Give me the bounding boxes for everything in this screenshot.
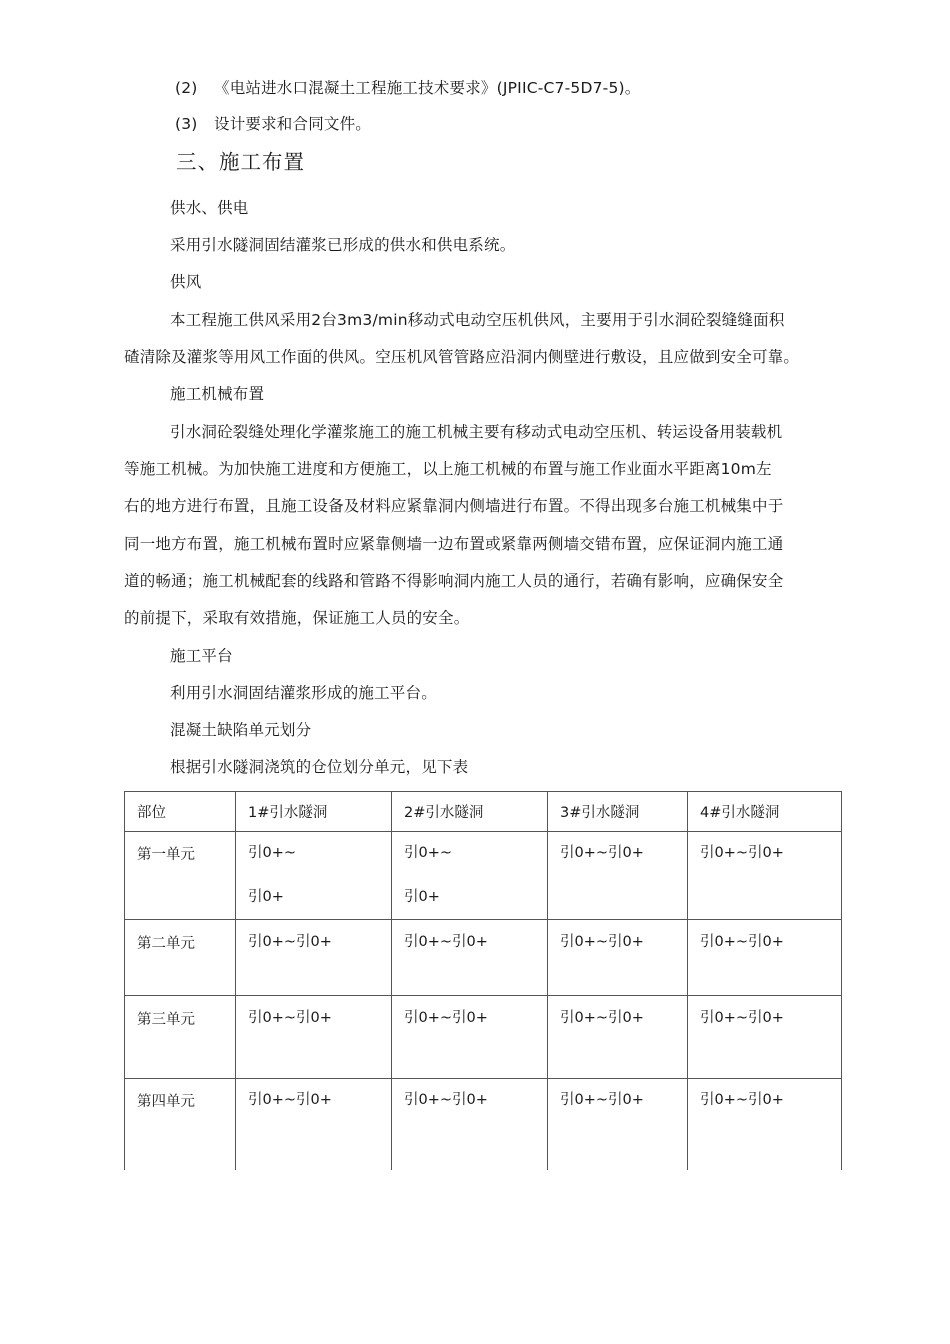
ref-2-text: 《电站进水口混凝土工程施工技术要求》(JPIIC-C7-5D7-5)。 — [214, 79, 641, 97]
machinery-line-6: 的前提下，采取有效措施，保证施工人员的安全。 — [124, 608, 470, 627]
machinery-line-5: 道的畅通；施工机械配套的线路和管路不得影响洞内施工人员的通行，若确有影响，应确保安全 — [124, 571, 784, 590]
table-cell — [688, 996, 842, 1079]
machinery-heading: 施工机械布置 — [170, 385, 265, 403]
row-label-cell — [125, 1079, 236, 1170]
machinery-line-2: 等施工机械。为加快施工进度和方便施工，以上施工机械的布置与施工作业面水平距离10m左 — [124, 460, 772, 479]
cell-line: 引0+~ — [248, 845, 297, 861]
header-location: 部位 — [137, 805, 166, 821]
table-cell — [392, 832, 548, 920]
table-cell — [548, 920, 688, 996]
row-label: 第二单元 — [137, 936, 195, 952]
table-cell — [392, 920, 548, 996]
ref-2-number: (2) — [175, 79, 198, 97]
machinery-line-3: 右的地方进行布置，且施工设备及材料应紧靠洞内侧墙进行布置。不得出现多台施工机械集中于 — [124, 497, 784, 516]
header-tunnel-2: 2#引水隧洞 — [404, 805, 484, 821]
header-cell — [125, 792, 236, 832]
cell-line: 引0+~引0+ — [248, 1010, 332, 1026]
header-cell — [688, 792, 842, 832]
table-cell — [236, 920, 392, 996]
cell-line: 引0+~引0+ — [248, 1092, 332, 1108]
table-cell — [392, 996, 548, 1079]
platform-heading: 施工平台 — [170, 647, 233, 665]
cell-line: 引0+~引0+ — [700, 934, 784, 950]
row-label-cell — [125, 920, 236, 996]
header-tunnel-3: 3#引水隧洞 — [560, 805, 640, 821]
unit-division-table — [124, 791, 842, 1170]
section-title: 三、施工布置 — [176, 150, 305, 174]
row-label: 第一单元 — [137, 847, 195, 863]
platform-body: 利用引水洞固结灌浆形成的施工平台。 — [170, 684, 437, 702]
cell-line: 引0+~引0+ — [404, 934, 488, 950]
table-row — [125, 1079, 842, 1170]
table-cell — [688, 1079, 842, 1170]
ref-3-number: (3) — [175, 115, 198, 133]
cell-line: 引0+~引0+ — [248, 934, 332, 950]
table-header-row — [125, 792, 842, 832]
table-row — [125, 996, 842, 1079]
row-label-cell — [125, 832, 236, 920]
machinery-paragraph — [124, 422, 854, 645]
header-cell — [392, 792, 548, 832]
ref-3-text: 设计要求和合同文件。 — [214, 115, 372, 133]
table-row — [125, 832, 842, 920]
water-power-body: 采用引水隧洞固结灌浆已形成的供水和供电系统。 — [170, 236, 516, 254]
division-heading: 混凝土缺陷单元划分 — [170, 721, 312, 739]
air-line-1: 本工程施工供风采用2台3m3/min移动式电动空压机供风，主要用于引水洞砼裂缝缝面积 — [170, 311, 785, 329]
table-cell — [548, 996, 688, 1079]
air-line-2: 碴清除及灌浆等用风工作面的供风。空压机风管管路应沿洞内侧壁进行敷设，且应做到安全可靠。 — [124, 348, 800, 367]
cell-line: 引0+~引0+ — [560, 934, 644, 950]
machinery-line-4: 同一地方布置，施工机械布置时应紧靠侧墙一边布置或紧靠两侧墙交错布置，应保证洞内施工通 — [124, 534, 784, 553]
row-label: 第四单元 — [137, 1094, 195, 1110]
cell-line: 引0+~引0+ — [560, 1010, 644, 1026]
row-label-cell — [125, 996, 236, 1079]
header-tunnel-1: 1#引水隧洞 — [248, 805, 328, 821]
cell-line: 引0+~引0+ — [700, 1092, 784, 1108]
water-power-heading: 供水、供电 — [170, 199, 249, 217]
table-cell — [236, 996, 392, 1079]
table-cell — [236, 832, 392, 920]
cell-line: 引0+~引0+ — [404, 1092, 488, 1108]
cell-line: 引0+~引0+ — [700, 1010, 784, 1026]
division-body: 根据引水隧洞浇筑的仓位划分单元，见下表 — [170, 758, 469, 776]
row-label: 第三单元 — [137, 1012, 195, 1028]
cell-line: 引0+ — [248, 889, 284, 905]
table-row — [125, 920, 842, 996]
cell-line: 引0+ — [404, 889, 440, 905]
header-cell — [236, 792, 392, 832]
table-cell — [236, 1079, 392, 1170]
cell-line: 引0+~ — [404, 845, 453, 861]
machinery-line-1: 引水洞砼裂缝处理化学灌浆施工的施工机械主要有移动式电动空压机、转运设备用装载机 — [170, 423, 783, 441]
cell-line: 引0+~引0+ — [404, 1010, 488, 1026]
table-cell — [688, 920, 842, 996]
table-cell — [548, 1079, 688, 1170]
table-cell — [548, 832, 688, 920]
air-heading: 供风 — [170, 273, 202, 291]
header-cell — [548, 792, 688, 832]
cell-line: 引0+~引0+ — [700, 845, 784, 861]
air-paragraph — [124, 310, 854, 384]
table-cell — [392, 1079, 548, 1170]
cell-line: 引0+~引0+ — [560, 845, 644, 861]
header-tunnel-4: 4#引水隧洞 — [700, 805, 780, 821]
cell-line: 引0+~引0+ — [560, 1092, 644, 1108]
table-cell — [688, 832, 842, 920]
